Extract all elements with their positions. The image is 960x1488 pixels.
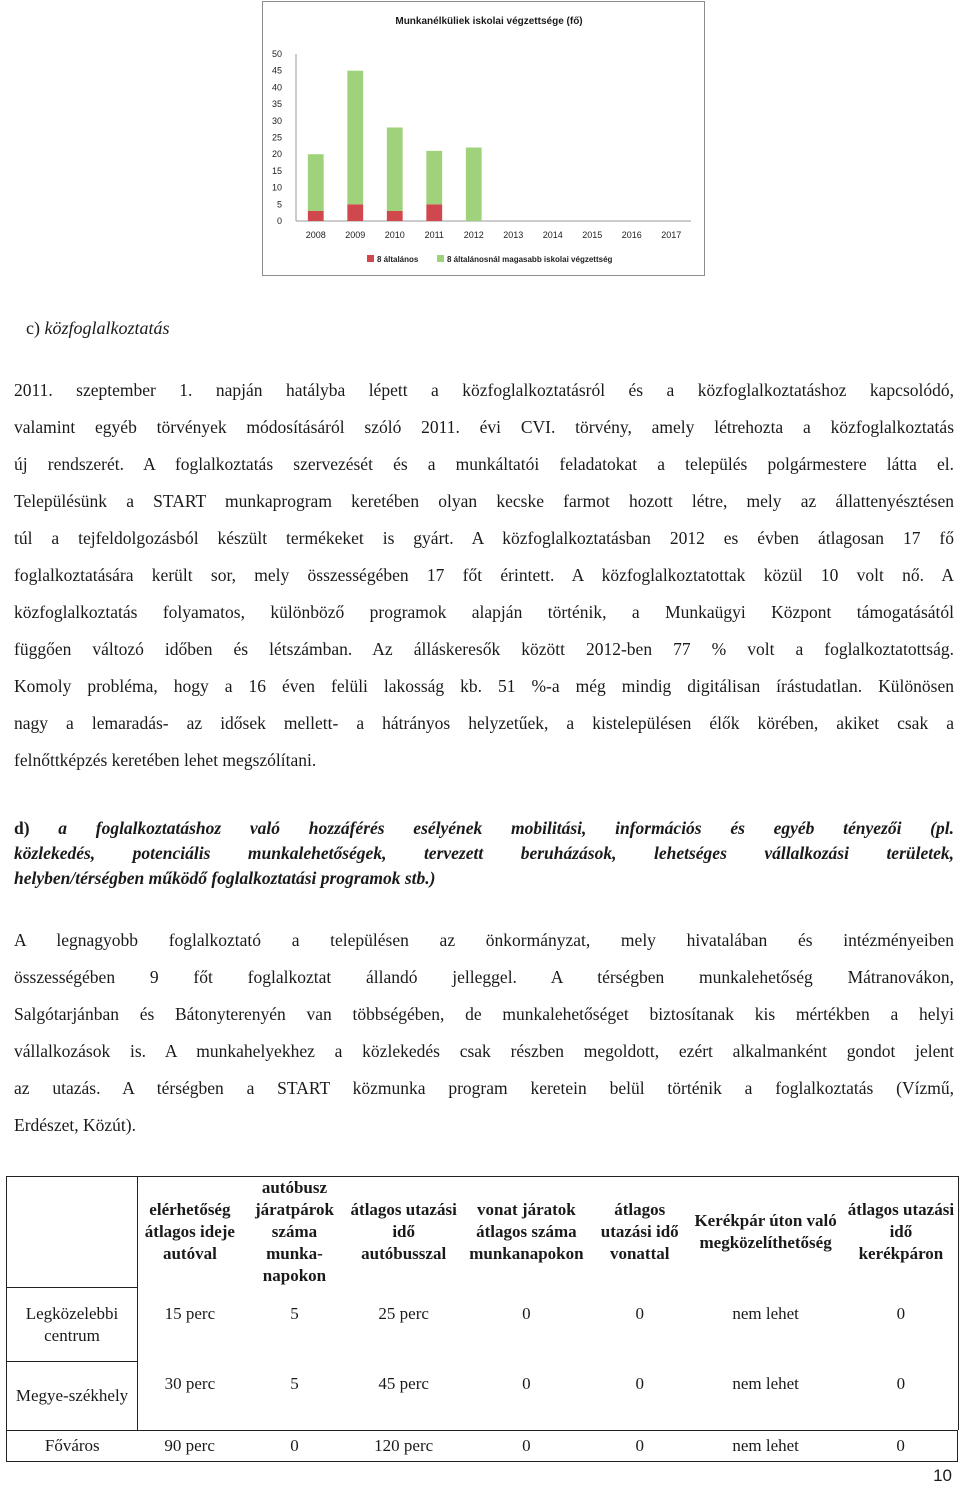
paragraph-line: Erdészet, Közút). — [14, 1115, 136, 1135]
table-cell: 5 — [290, 1373, 299, 1393]
paragraph-line: felnőttképzés keretében lehet megszólítani. — [14, 750, 317, 770]
paragraph-line: 2011. szeptember 1. napján hatályba lépett a közfoglalkoztatásról és a közfoglalkoztatáshoz kapcsolódó, — [14, 380, 954, 400]
paragraph-line: A legnagyobb foglalkoztató a településen az önkormányzat, mely hivatalában és intézményeiben — [14, 930, 954, 950]
legend-swatch — [437, 255, 444, 262]
y-tick-label: 35 — [271, 99, 282, 110]
bar-segment-higher — [426, 151, 442, 204]
paragraph-line: Komoly probléma, hogy a 16 éven felüli lakosság kb. 51 %-a még mindig digitálisan írástudatlan. Különösen — [14, 676, 954, 696]
paragraph-line: új rendszerét. A foglalkoztatás szervezését és a munkáltatói feladatokat a település polgármestere látta el. — [14, 454, 954, 474]
legend-label: 8 általános — [377, 255, 419, 264]
table-header-corner — [7, 1177, 138, 1288]
paragraph-line: az utazás. A térségben a START közmunka program keretein belül történik a foglalkoztatás (Vízmű, — [14, 1078, 954, 1098]
y-tick-label: 50 — [271, 49, 282, 59]
paragraph-line: foglalkoztatására került sor, mely összességében 17 főt érintett. A közfoglalkoztatottak közül 10 volt nő. A — [14, 565, 954, 585]
paragraph-line: összességében 9 főt foglalkoztat állandó jelleggel. A térségben munkalehetőség Mátranovákon, — [14, 967, 954, 987]
bar-segment-higher — [347, 71, 363, 205]
table-cell: nem lehet — [687, 1430, 844, 1461]
table-cell: 0 — [896, 1373, 906, 1393]
x-tick-label: 2011 — [424, 230, 444, 240]
table-cell: 25 perc — [378, 1303, 429, 1323]
chart-title: Munkanélküliek iskolai végzettsége (fő) — [395, 16, 583, 27]
bar-segment-basic — [426, 204, 442, 221]
x-tick-label: 2010 — [384, 230, 405, 240]
table-cell: 0 — [460, 1430, 592, 1461]
y-tick-label: 10 — [271, 182, 282, 193]
paragraph-line: Településünk a START munkaprogram keretében olyan kecske farmot hozott létre, mely az állattenyésztésen — [14, 491, 954, 511]
table-cell: 0 — [522, 1373, 531, 1393]
paragraph-line: nagy a lemaradás- az idősek mellett- a hátrányos helyzetűek, a kistelepülésen élők körében, akiket csak a — [14, 713, 954, 733]
heading-line: helyben/térségben működő foglalkoztatási programok stb.) — [14, 868, 436, 888]
table-header-cell: Kerékpár úton való megközelíthetőség — [694, 1211, 837, 1252]
x-tick-label: 2017 — [661, 230, 682, 240]
x-tick-label: 2013 — [503, 230, 524, 240]
table-cell: 45 perc — [378, 1373, 429, 1393]
bar-segment-higher — [466, 148, 482, 221]
section-c-label: c) — [26, 318, 40, 338]
table-header-cell: elérhetőség átlagos ideje autóval — [144, 1200, 235, 1263]
table-row-header: Megye-székhely — [7, 1362, 138, 1431]
page-number: 10 — [933, 1466, 952, 1485]
bar-segment-basic — [347, 204, 363, 221]
table-header-cell: átlagos utazási idő kerékpáron — [847, 1200, 955, 1263]
x-tick-label: 2015 — [582, 230, 603, 240]
table-row — [7, 1288, 958, 1362]
x-tick-label: 2016 — [621, 230, 642, 240]
heading-line: közlekedés, potenciális munkalehetőségek, tervezett beruházások, lehetséges vállalkozási területek, — [14, 843, 954, 863]
section-d-label: d) — [14, 818, 30, 838]
section-d-paragraph — [14, 922, 954, 1144]
bar-segment-basic — [308, 211, 324, 221]
heading-line-text: a foglalkoztatáshoz való hozzáférés esélyének mobilitási, információs és egyéb tényezői (pl. — [58, 818, 954, 838]
y-tick-label: 45 — [271, 65, 282, 76]
table-cell: 30 perc — [164, 1373, 216, 1393]
table-cell: 90 perc — [138, 1430, 242, 1461]
bar-segment-higher — [308, 154, 324, 211]
table-cell: 0 — [593, 1430, 687, 1461]
paragraph-line: vállalkozások is. A munkahelyekhez a közlekedés csak részben megoldott, ezért alkalmanként gondot jelent — [14, 1041, 954, 1061]
legend-label: 8 általánosnál magasabb iskolai végzettség — [447, 255, 613, 264]
paragraph-line: Salgótarjánban és Bátonyterenyén van többségében, de munkalehetőséget biztosítanak kis mértékben a helyi — [14, 1004, 954, 1024]
section-c-heading — [26, 318, 169, 339]
table-row-header: Legközelebbi centrum — [7, 1288, 138, 1362]
table-row — [7, 1430, 958, 1461]
table-cell: 0 — [635, 1303, 644, 1323]
chart-canvas — [263, 2, 704, 275]
table-header-row — [7, 1177, 958, 1288]
paragraph-line: függően változó időben és létszámban. Az álláskeresők között 2012-ben 77 % volt a foglalkoztatottság. — [14, 639, 954, 659]
table-header-cell: átlagos utazási idő vonattal — [600, 1200, 679, 1263]
section-c-paragraph — [14, 372, 954, 779]
y-tick-label: 15 — [271, 165, 282, 176]
legend-swatch — [367, 255, 374, 262]
y-tick-label: 0 — [276, 216, 282, 226]
table-cell: 5 — [290, 1303, 299, 1323]
table-cell: 0 — [844, 1430, 957, 1461]
y-tick-label: 40 — [271, 82, 282, 93]
table-cell: 0 — [896, 1303, 906, 1323]
table-cell: 15 perc — [164, 1303, 216, 1323]
paragraph-line: közfoglalkoztatás folyamatos, különböző programok alapján történik, a Munkaügyi Központ támogatásától — [14, 602, 954, 622]
section-d-heading — [14, 816, 954, 891]
y-tick-label: 20 — [271, 149, 282, 160]
table-header-cell: autóbusz járatpárok száma munka-napokon — [254, 1178, 334, 1285]
transport-access-table — [6, 1176, 958, 1462]
x-tick-label: 2009 — [345, 230, 366, 240]
table-row-header: Főváros — [7, 1430, 138, 1461]
bar-segment-higher — [387, 127, 403, 211]
table-cell: 0 — [242, 1430, 347, 1461]
table-row — [7, 1362, 958, 1431]
table-cell: nem lehet — [732, 1303, 799, 1323]
x-tick-label: 2008 — [305, 230, 326, 240]
x-tick-label: 2012 — [463, 230, 484, 240]
table-header-cell: vonat járatok átlagos száma munkanapokon — [469, 1200, 584, 1263]
table-cell: 0 — [635, 1373, 644, 1393]
section-c-title: közfoglalkoztatás — [44, 318, 170, 338]
unemployed-education-chart — [262, 1, 705, 276]
paragraph-line: valamint egyéb törvények módosításáról szóló 2011. évi CVI. törvény, amely létrehozta a közfoglalkoztatás — [14, 417, 954, 437]
paragraph-line: túl a tejfeldolgozásból készült termékeket is gyárt. A közfoglalkoztatásban 2012 es évben átlagosan 17 fő — [14, 528, 954, 548]
y-tick-label: 5 — [276, 199, 282, 210]
y-tick-label: 30 — [271, 115, 282, 126]
heading-line — [14, 816, 954, 841]
table-header-cell: átlagos utazási idő autóbusszal — [350, 1200, 457, 1263]
table-cell: nem lehet — [732, 1373, 799, 1393]
y-tick-label: 25 — [271, 132, 282, 143]
table-cell: 0 — [522, 1303, 531, 1323]
table-cell: 120 perc — [347, 1430, 460, 1461]
x-tick-label: 2014 — [542, 230, 563, 240]
bar-segment-basic — [387, 211, 403, 221]
